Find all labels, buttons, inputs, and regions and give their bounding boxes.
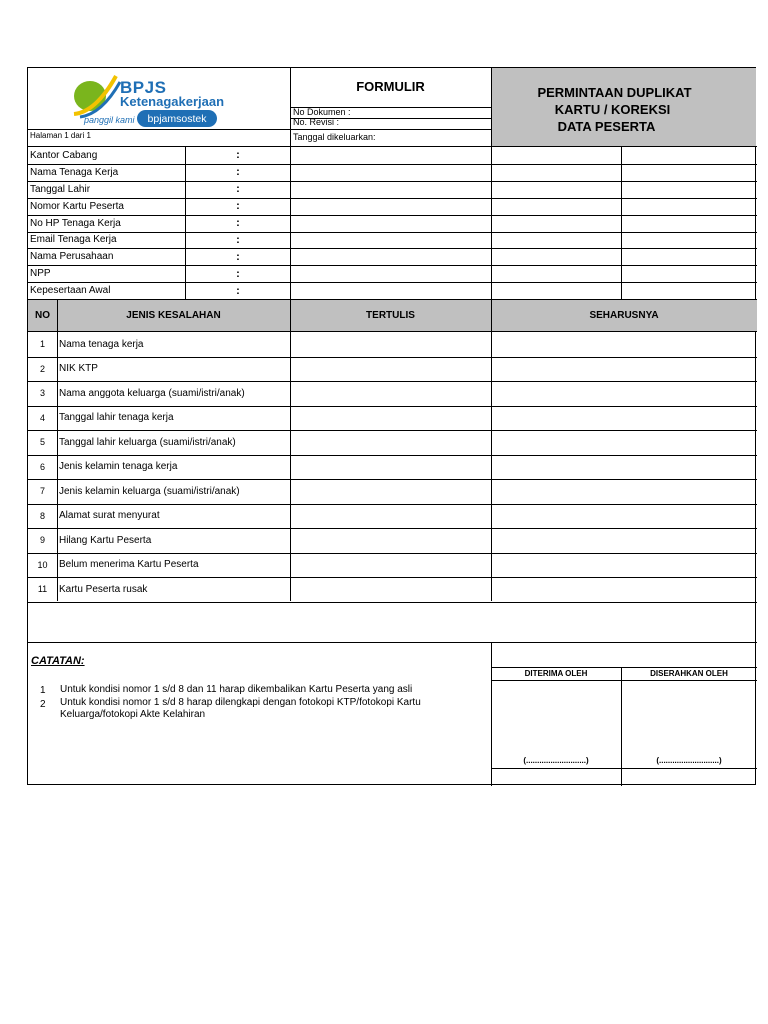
identity-value-field[interactable] — [291, 248, 756, 265]
identity-label: Tanggal Lahir — [30, 183, 91, 195]
written-value-field[interactable] — [291, 577, 491, 602]
identity-separator: : — [236, 200, 240, 213]
error-row-label: NIK KTP — [59, 363, 98, 375]
should-be-value-field[interactable] — [492, 479, 756, 504]
should-be-value-field[interactable] — [492, 553, 756, 578]
error-row-number: 10 — [37, 559, 48, 570]
brand-subtitle: Ketenagakerjaan — [120, 94, 225, 109]
header-should-be: SEHARUSNYA — [589, 310, 659, 321]
should-be-value-field[interactable] — [492, 528, 756, 553]
error-row-label: Tanggal lahir keluarga (suami/istri/anak) — [59, 436, 236, 448]
doc-number-label: No Dokumen : — [293, 107, 351, 117]
handed-by-label: DISERAHKAN OLEH — [650, 669, 728, 678]
error-row-label: Jenis kelamin keluarga (suami/istri/anak) — [59, 485, 240, 497]
header-written: TERTULIS — [366, 310, 415, 321]
error-row-label: Hilang Kartu Peserta — [59, 534, 152, 546]
issue-date-label: Tanggal dikeluarkan: — [293, 132, 376, 142]
identity-label: Kantor Cabang — [30, 149, 98, 161]
note-2-text: Untuk kondisi nomor 1 s/d 8 harap dilengkapi dengan fotokopi KTP/fotokopi Kartu Keluarga/fotokopi Akte Kelahiran — [60, 697, 421, 720]
identity-value-field[interactable] — [291, 181, 756, 198]
written-value-field[interactable] — [291, 430, 491, 455]
error-row-number: 6 — [39, 461, 45, 472]
header-error-type: JENIS KESALAHAN — [126, 310, 221, 321]
error-row-number: 3 — [39, 388, 45, 399]
brand-name: BPJS — [120, 78, 167, 97]
written-value-field[interactable] — [291, 504, 491, 529]
identity-value-field[interactable] — [291, 198, 756, 215]
identity-label: Nama Perusahaan — [30, 251, 114, 263]
bpjs-logo — [28, 68, 290, 130]
identity-separator: : — [236, 166, 240, 179]
identity-value-field[interactable] — [291, 215, 756, 232]
error-row-label: Kartu Peserta rusak — [59, 583, 148, 595]
identity-value-field[interactable] — [291, 232, 756, 249]
identity-label: Nama Tenaga Kerja — [30, 166, 119, 178]
should-be-value-field[interactable] — [492, 455, 756, 480]
error-row-label: Nama anggota keluarga (suami/istri/anak) — [59, 387, 245, 399]
identity-label: Nomor Kartu Peserta — [30, 200, 124, 212]
should-be-value-field[interactable] — [492, 332, 756, 357]
form-title-line3: DATA PESERTA — [557, 119, 656, 134]
written-value-field[interactable] — [291, 332, 491, 357]
error-row-number: 11 — [37, 584, 48, 595]
written-value-field[interactable] — [291, 455, 491, 480]
identity-separator: : — [236, 284, 240, 297]
identity-separator: : — [236, 250, 240, 263]
identity-value-field[interactable] — [291, 282, 756, 299]
should-be-value-field[interactable] — [492, 357, 756, 382]
error-row-label: Belum menerima Kartu Peserta — [59, 559, 199, 571]
should-be-value-field[interactable] — [492, 381, 756, 406]
tagline-brand: bpjamsostek — [137, 110, 217, 127]
bpjs-logo-icon — [64, 70, 124, 120]
error-row-number: 5 — [39, 437, 45, 448]
identity-label: Email Tenaga Kerja — [30, 234, 117, 246]
error-row-number: 4 — [39, 412, 45, 423]
duplicate-card-request-form — [27, 67, 756, 785]
identity-separator: : — [236, 183, 240, 196]
note-2-number: 2 — [40, 699, 46, 710]
error-row-number: 2 — [39, 363, 45, 374]
notes-title: CATATAN: — [31, 655, 85, 667]
written-value-field[interactable] — [291, 381, 491, 406]
error-row-number: 7 — [39, 486, 45, 497]
should-be-value-field[interactable] — [492, 577, 756, 602]
identity-label: Kepesertaan Awal — [30, 285, 111, 297]
should-be-value-field[interactable] — [492, 430, 756, 455]
error-row-label: Nama tenaga kerja — [59, 338, 144, 350]
form-title-line1: PERMINTAAN DUPLIKAT — [537, 85, 692, 100]
received-by-label: DITERIMA OLEH — [524, 669, 588, 678]
identity-value-field[interactable] — [291, 147, 756, 164]
page-info: Halaman 1 dari 1 — [30, 131, 91, 140]
identity-separator: : — [236, 217, 240, 230]
error-row-label: Tanggal lahir tenaga kerja — [59, 412, 174, 424]
written-value-field[interactable] — [291, 357, 491, 382]
error-row-number: 9 — [39, 535, 45, 546]
identity-label: No HP Tenaga Kerja — [30, 217, 121, 229]
identity-value-field[interactable] — [291, 265, 756, 282]
revision-label: No. Revisi : — [293, 117, 340, 127]
handed-by-signature[interactable]: (...........................) — [656, 756, 722, 765]
error-row-label: Alamat surat menyurat — [59, 510, 160, 522]
error-row-label: Jenis kelamin tenaga kerja — [59, 461, 178, 473]
identity-separator: : — [236, 149, 240, 162]
form-label: FORMULIR — [356, 79, 425, 94]
tagline: panggil kami — [84, 115, 135, 125]
written-value-field[interactable] — [291, 479, 491, 504]
should-be-value-field[interactable] — [492, 406, 756, 431]
identity-separator: : — [236, 233, 240, 246]
error-row-number: 8 — [39, 510, 45, 521]
should-be-value-field[interactable] — [492, 504, 756, 529]
form-title-box — [491, 68, 756, 146]
written-value-field[interactable] — [291, 553, 491, 578]
form-title-line2: KARTU / KOREKSI — [554, 102, 671, 117]
identity-value-field[interactable] — [291, 164, 756, 181]
note-1-number: 1 — [40, 685, 46, 696]
identity-separator: : — [236, 267, 240, 280]
identity-label: NPP — [30, 268, 51, 280]
header-no: NO — [35, 310, 50, 321]
error-row-number: 1 — [39, 339, 45, 350]
note-1-text: Untuk kondisi nomor 1 s/d 8 dan 11 harap dikembalikan Kartu Peserta yang asli — [60, 684, 413, 695]
received-by-signature[interactable]: (...........................) — [523, 756, 589, 765]
written-value-field[interactable] — [291, 406, 491, 431]
written-value-field[interactable] — [291, 528, 491, 553]
